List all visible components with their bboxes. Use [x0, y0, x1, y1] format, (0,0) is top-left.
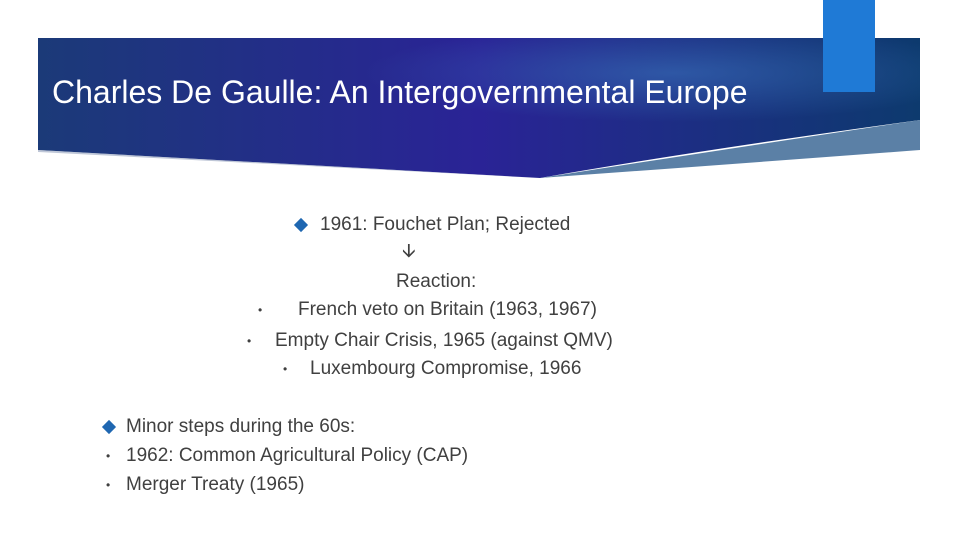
center-bullet-item: French veto on Britain (1963, 1967)	[298, 299, 597, 320]
center-bullet-item: Empty Chair Crisis, 1965 (against QMV)	[275, 330, 613, 351]
minor-steps-heading: Minor steps during the 60s:	[126, 416, 356, 437]
diamond-bullet-icon	[102, 420, 116, 434]
diamond-bullet-icon	[294, 218, 308, 232]
reaction-label: Reaction:	[396, 271, 477, 292]
fouchet-plan-heading: 1961: Fouchet Plan; Rejected	[320, 214, 571, 235]
slide-title: Charles De Gaulle: An Intergovernmental Europe	[52, 74, 748, 110]
bottom-bullet-item: 1962: Common Agricultural Policy (CAP)	[126, 445, 469, 466]
bullet-icon: •	[247, 334, 252, 348]
center-bullet-item: Luxembourg Compromise, 1966	[310, 358, 582, 379]
bullet-icon: •	[258, 303, 263, 317]
bottom-bullet-item: Merger Treaty (1965)	[126, 474, 305, 495]
down-arrow-icon: 🡫	[402, 241, 416, 262]
bullet-icon: •	[106, 478, 111, 492]
bullet-icon: •	[106, 449, 111, 463]
bullet-icon: •	[283, 362, 288, 376]
